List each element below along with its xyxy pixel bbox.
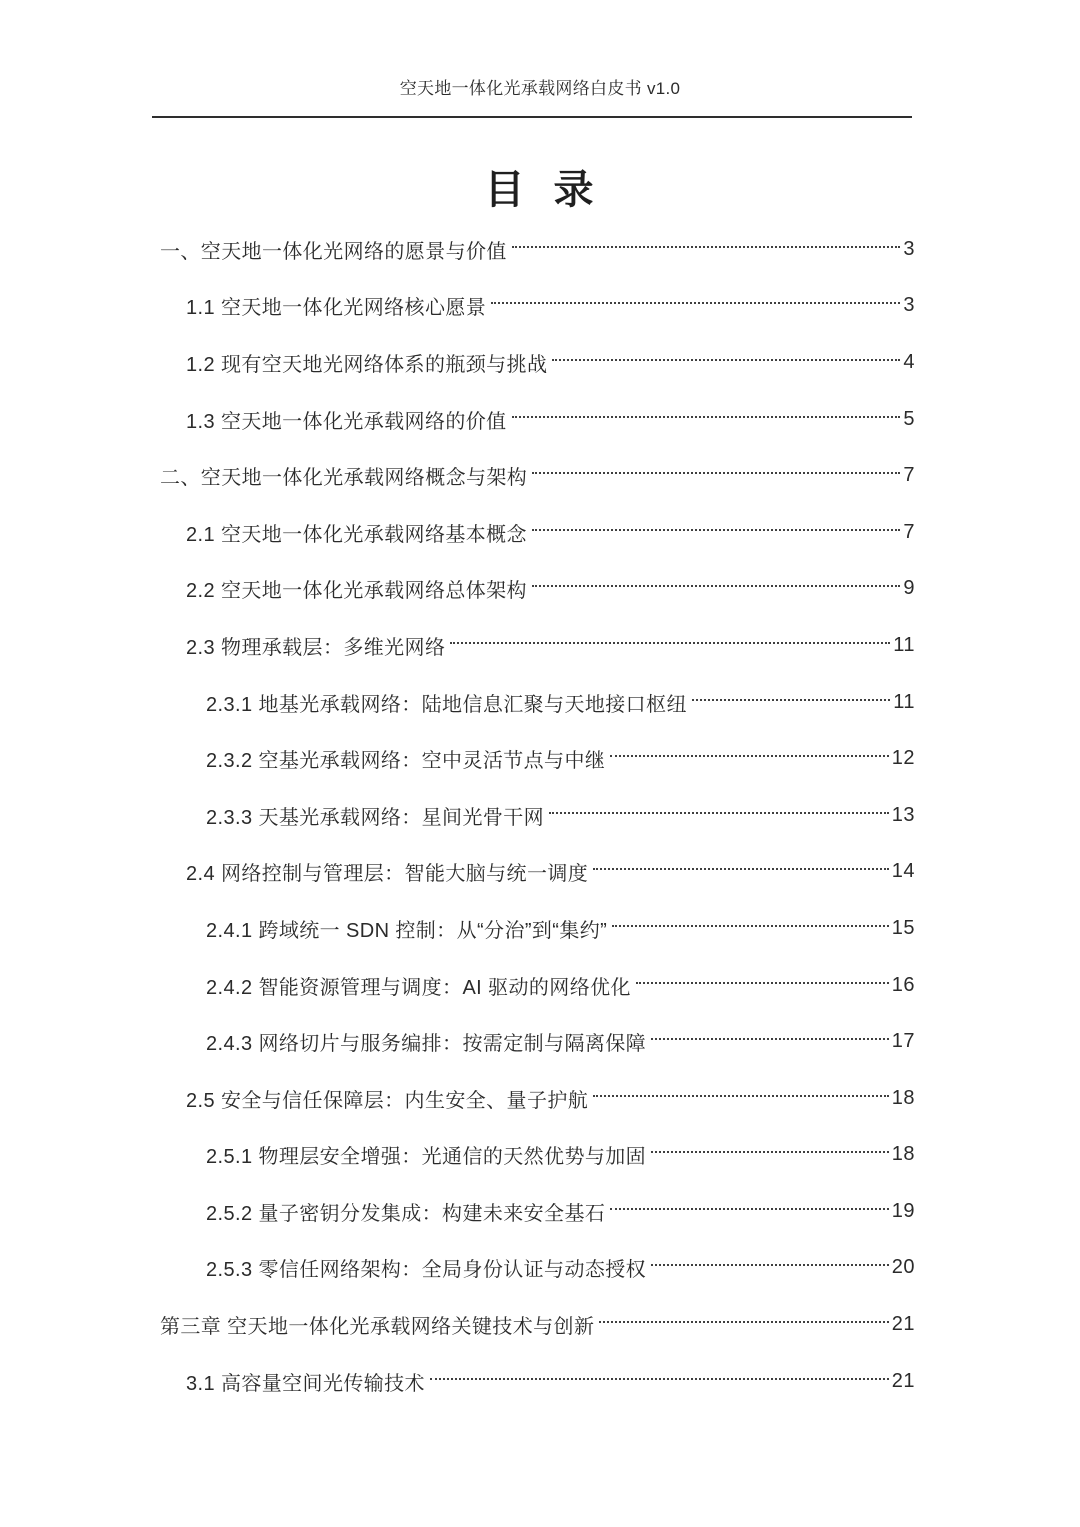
toc-leader-dots — [599, 1321, 888, 1323]
toc-entry-page: 3 — [903, 237, 915, 260]
toc-leader-dots — [552, 359, 900, 361]
toc-entry-page: 14 — [891, 860, 915, 883]
toc-entry-page: 16 — [891, 973, 915, 996]
toc-list — [0, 221, 1080, 1409]
toc-entry — [160, 1070, 915, 1127]
toc-entry-label: 2.3 物理承载层：多维光网络 — [186, 636, 446, 659]
toc-entry — [160, 957, 915, 1014]
toc-entry — [160, 1296, 915, 1353]
toc-entry-label: 2.5 安全与信任保障层：内生安全、量子护航 — [186, 1089, 589, 1112]
toc-entry-page: 15 — [891, 916, 915, 939]
toc-entry-label: 第三章 空天地一体化光承载网络关键技术与创新 — [160, 1316, 595, 1339]
toc-entry-page: 17 — [891, 1030, 915, 1053]
toc-leader-dots — [532, 472, 900, 474]
toc-entry — [160, 1353, 915, 1410]
toc-entry-page: 21 — [891, 1369, 915, 1392]
toc-leader-dots — [593, 868, 889, 870]
toc-title: 目 录 — [484, 168, 596, 212]
toc-entry — [160, 334, 915, 391]
toc-leader-dots — [636, 982, 889, 984]
toc-entry-page: 5 — [903, 407, 915, 430]
header-divider — [152, 116, 912, 118]
toc-leader-dots — [610, 1208, 889, 1210]
toc-entry-label: 1.3 空天地一体化光承载网络的价值 — [186, 410, 507, 433]
toc-entry-page: 11 — [893, 633, 915, 656]
toc-entry — [160, 900, 915, 957]
toc-leader-dots — [651, 1151, 889, 1153]
document-title: 空天地一体化光承载网络白皮书 v1.0 — [399, 79, 681, 98]
toc-entry-label: 1.2 现有空天地光网络体系的瓶颈与挑战 — [186, 353, 548, 376]
toc-entry-label: 2.4.1 跨域统一 SDN 控制：从“分治”到“集约” — [206, 919, 608, 942]
toc-entry-label: 1.1 空天地一体化光网络核心愿景 — [186, 297, 487, 320]
toc-entry — [160, 1013, 915, 1070]
toc-leader-dots — [450, 642, 890, 644]
toc-leader-dots — [651, 1038, 889, 1040]
toc-leader-dots — [532, 585, 900, 587]
toc-entry-label: 2.1 空天地一体化光承载网络基本概念 — [186, 523, 527, 546]
toc-leader-dots — [491, 302, 900, 304]
toc-entry-label: 一、空天地一体化光网络的愿景与价值 — [160, 240, 507, 263]
toc-entry-label: 2.3.3 天基光承载网络：星间光骨干网 — [206, 806, 545, 829]
toc-entry-label: 2.2 空天地一体化光承载网络总体架构 — [186, 580, 527, 603]
toc-entry-page: 19 — [891, 1199, 915, 1222]
toc-entry-label: 2.4 网络控制与管理层：智能大脑与统一调度 — [186, 863, 589, 886]
toc-leader-dots — [692, 699, 890, 701]
toc-entry — [160, 787, 915, 844]
toc-entry — [160, 1240, 915, 1297]
toc-entry-label: 2.5.1 物理层安全增强：光通信的天然优势与加固 — [206, 1146, 647, 1169]
toc-leader-dots — [651, 1264, 889, 1266]
toc-leader-dots — [593, 1095, 889, 1097]
toc-entry-page: 7 — [903, 464, 915, 487]
toc-entry-page: 4 — [903, 350, 915, 373]
toc-entry-page: 21 — [891, 1313, 915, 1336]
toc-entry — [160, 504, 915, 561]
toc-entry-page: 7 — [903, 520, 915, 543]
toc-entry-label: 2.5.3 零信任网络架构：全局身份认证与动态授权 — [206, 1259, 647, 1282]
toc-leader-dots — [549, 812, 889, 814]
toc-entry — [160, 674, 915, 731]
toc-entry-label: 二、空天地一体化光承载网络概念与架构 — [160, 467, 528, 490]
toc-entry-page: 12 — [891, 747, 915, 770]
toc-entry-page: 9 — [903, 577, 915, 600]
toc-entry — [160, 844, 915, 901]
toc-entry — [160, 278, 915, 335]
toc-entry-page: 11 — [893, 690, 915, 713]
toc-entry — [160, 1183, 915, 1240]
toc-entry-page: 18 — [891, 1143, 915, 1166]
toc-entry — [160, 1127, 915, 1184]
toc-leader-dots — [512, 246, 901, 248]
toc-entry — [160, 561, 915, 618]
toc-entry-label: 2.3.1 地基光承载网络：陆地信息汇聚与天地接口枢纽 — [206, 693, 687, 716]
toc-leader-dots — [532, 529, 900, 531]
toc-entry — [160, 221, 915, 278]
toc-entry-page: 20 — [891, 1256, 915, 1279]
toc-entry-label: 2.4.2 智能资源管理与调度：AI 驱动的网络优化 — [206, 976, 631, 999]
toc-entry-label: 2.4.3 网络切片与服务编排：按需定制与隔离保障 — [206, 1033, 647, 1056]
toc-entry-page: 3 — [903, 294, 915, 317]
toc-entry — [160, 617, 915, 674]
toc-leader-dots — [430, 1378, 889, 1380]
toc-entry-label: 3.1 高容量空间光传输技术 — [186, 1372, 425, 1395]
toc-leader-dots — [512, 416, 901, 418]
document-header — [0, 0, 1080, 118]
toc-entry-page: 13 — [891, 803, 915, 826]
toc-leader-dots — [612, 925, 889, 927]
toc-entry — [160, 730, 915, 787]
toc-entry-page: 18 — [891, 1086, 915, 1109]
toc-entry — [160, 391, 915, 448]
toc-leader-dots — [610, 755, 889, 757]
toc-entry-label: 2.3.2 空基光承载网络：空中灵活节点与中继 — [206, 750, 606, 773]
toc-entry-label: 2.5.2 量子密钥分发集成：构建未来安全基石 — [206, 1202, 606, 1225]
toc-entry — [160, 447, 915, 504]
